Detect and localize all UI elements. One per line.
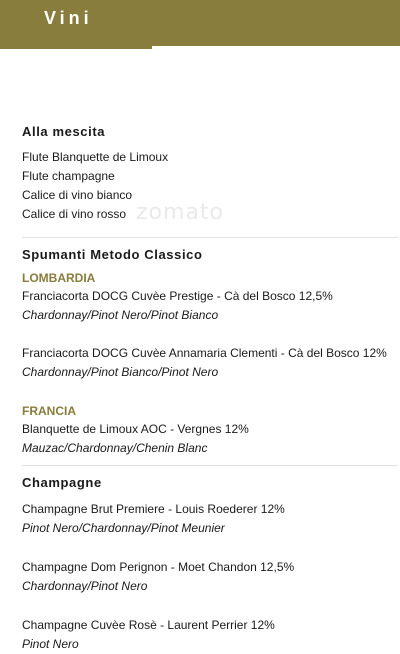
section-title-spumanti: Spumanti Metodo Classico — [22, 247, 203, 262]
header-underline — [0, 46, 152, 49]
section-title-champagne: Champagne — [22, 475, 102, 490]
wine-menu — [22, 122, 398, 654]
wine-grapes: Chardonnay/Pinot Nero — [22, 579, 148, 593]
wine-grapes: Pinot Nero — [22, 637, 79, 651]
wine-name: Champagne Dom Perignon - Moet Chandon 12,5% — [22, 560, 295, 574]
mescita-item: Calice di vino bianco — [22, 188, 133, 202]
wine-name: Champagne Cuvèe Rosè - Laurent Perrier 12% — [22, 618, 275, 632]
section-title-mescita: Alla mescita — [22, 124, 106, 139]
wine-name: Champagne Brut Premiere - Louis Roederer 12% — [22, 502, 285, 516]
mescita-item: Flute champagne — [22, 169, 115, 183]
wine-name: Blanquette de Limoux AOC - Vergnes 12% — [22, 422, 249, 436]
wine-grapes: Mauzac/Chardonnay/Chenin Blanc — [22, 441, 208, 455]
wine-grapes: Chardonnay/Pinot Nero/Pinot Bianco — [22, 308, 219, 322]
wine-grapes: Chardonnay/Pinot Bianco/Pinot Nero — [22, 365, 219, 379]
zomato-watermark: zomato — [136, 200, 225, 225]
mescita-item: Calice di vino rosso — [22, 207, 127, 221]
region-lombardia: LOMBARDIA — [22, 271, 96, 285]
wine-name: Franciacorta DOCG Cuvèe Prestige - Cà del Bosco 12,5% — [22, 289, 333, 303]
region-francia: FRANCIA — [22, 404, 76, 418]
wine-name: Franciacorta DOCG Cuvèe Annamaria Clementi - Cà del Bosco 12% — [22, 346, 387, 360]
page-title: Vini — [44, 8, 93, 28]
mescita-item: Flute Blanquette de Limoux — [22, 150, 169, 164]
page-header — [0, 0, 400, 46]
wine-grapes: Pinot Nero/Chardonnay/Pinot Meunier — [22, 521, 225, 535]
